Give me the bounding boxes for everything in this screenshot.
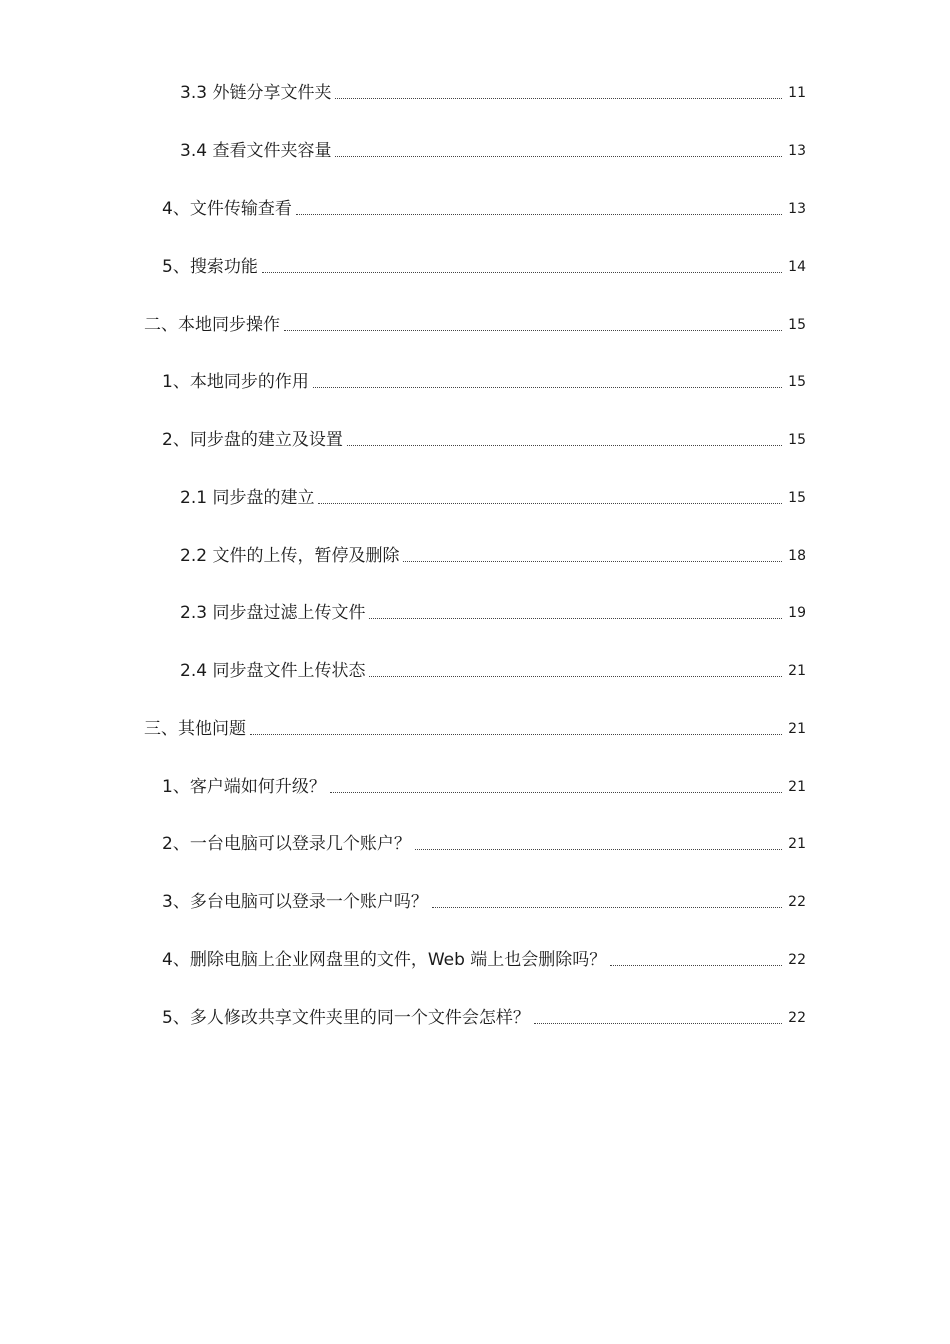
toc-entry[interactable] [162, 886, 806, 912]
toc-page-number: 13 [788, 201, 806, 217]
toc-entry[interactable] [162, 944, 806, 970]
toc-entry-title: 4、删除电脑上企业网盘里的文件，Web 端上也会删除吗？ [162, 950, 607, 970]
toc-page-number: 19 [788, 605, 806, 621]
toc-entry-title: 2、同步盘的建立及设置 [162, 430, 343, 450]
toc-dot-leader [335, 97, 782, 99]
toc-dot-leader [313, 386, 782, 388]
toc-dot-leader [369, 675, 782, 677]
toc-entry[interactable] [180, 135, 806, 161]
toc-page-number: 22 [788, 1010, 806, 1026]
toc-entry[interactable] [162, 1002, 806, 1028]
toc-entry[interactable] [162, 424, 806, 450]
toc-dot-leader [369, 617, 782, 619]
toc-dot-leader [250, 733, 782, 735]
toc-entry-title: 1、本地同步的作用 [162, 372, 309, 392]
toc-dot-leader [347, 444, 782, 446]
toc-entry-title: 3.4 查看文件夹容量 [180, 141, 332, 161]
toc-entry-title: 3、多台电脑可以登录一个账户吗？ [162, 892, 428, 912]
toc-entry[interactable] [180, 597, 806, 623]
toc-page-number: 22 [788, 952, 806, 968]
toc-entry[interactable] [162, 366, 806, 392]
toc-page-number: 11 [788, 85, 806, 101]
toc-entry[interactable] [180, 77, 806, 103]
toc-entry[interactable] [180, 655, 806, 681]
toc-dot-leader [610, 964, 782, 966]
toc-entry-title: 2.2 文件的上传，暂停及删除 [180, 546, 400, 566]
toc-entry-title: 3.3 外链分享文件夹 [180, 83, 332, 103]
toc-entry-title: 1、客户端如何升级？ [162, 777, 326, 797]
toc-page-number: 15 [788, 432, 806, 448]
toc-dot-leader [534, 1022, 782, 1024]
toc-entry-title: 4、文件传输查看 [162, 199, 292, 219]
toc-entry-title: 三、其他问题 [144, 719, 246, 739]
toc-entry-title: 5、多人修改共享文件夹里的同一个文件会怎样？ [162, 1008, 530, 1028]
toc-dot-leader [284, 329, 782, 331]
toc-entry[interactable] [180, 482, 806, 508]
toc-entry-title: 5、搜索功能 [162, 257, 258, 277]
toc-dot-leader [415, 848, 782, 850]
toc-page-number: 15 [788, 317, 806, 333]
toc-page-number: 13 [788, 143, 806, 159]
toc-entry-title: 2.3 同步盘过滤上传文件 [180, 603, 366, 623]
toc-entry[interactable] [144, 309, 806, 335]
toc-page-number: 14 [788, 259, 806, 275]
toc-entry[interactable] [162, 771, 806, 797]
toc-page-number: 22 [788, 894, 806, 910]
toc-entry[interactable] [162, 193, 806, 219]
toc-dot-leader [403, 560, 782, 562]
toc-entry-title: 2.1 同步盘的建立 [180, 488, 315, 508]
toc-entry-title: 二、本地同步操作 [144, 315, 280, 335]
toc-dot-leader [432, 906, 782, 908]
toc-page-number: 21 [788, 779, 806, 795]
toc-entry[interactable] [162, 828, 806, 854]
toc-dot-leader [335, 155, 782, 157]
toc-entry[interactable] [180, 540, 806, 566]
toc-page-number: 15 [788, 374, 806, 390]
toc-page-number: 18 [788, 548, 806, 564]
toc-page-number: 21 [788, 721, 806, 737]
toc-dot-leader [296, 213, 782, 215]
toc-dot-leader [330, 791, 782, 793]
toc-entry[interactable] [144, 713, 806, 739]
toc-page-number: 21 [788, 663, 806, 679]
toc-entry-title: 2.4 同步盘文件上传状态 [180, 661, 366, 681]
toc-page-number: 21 [788, 836, 806, 852]
toc-entry-title: 2、一台电脑可以登录几个账户？ [162, 834, 411, 854]
toc-entry[interactable] [162, 251, 806, 277]
toc-dot-leader [262, 271, 782, 273]
toc-dot-leader [318, 502, 782, 504]
toc-page-number: 15 [788, 490, 806, 506]
